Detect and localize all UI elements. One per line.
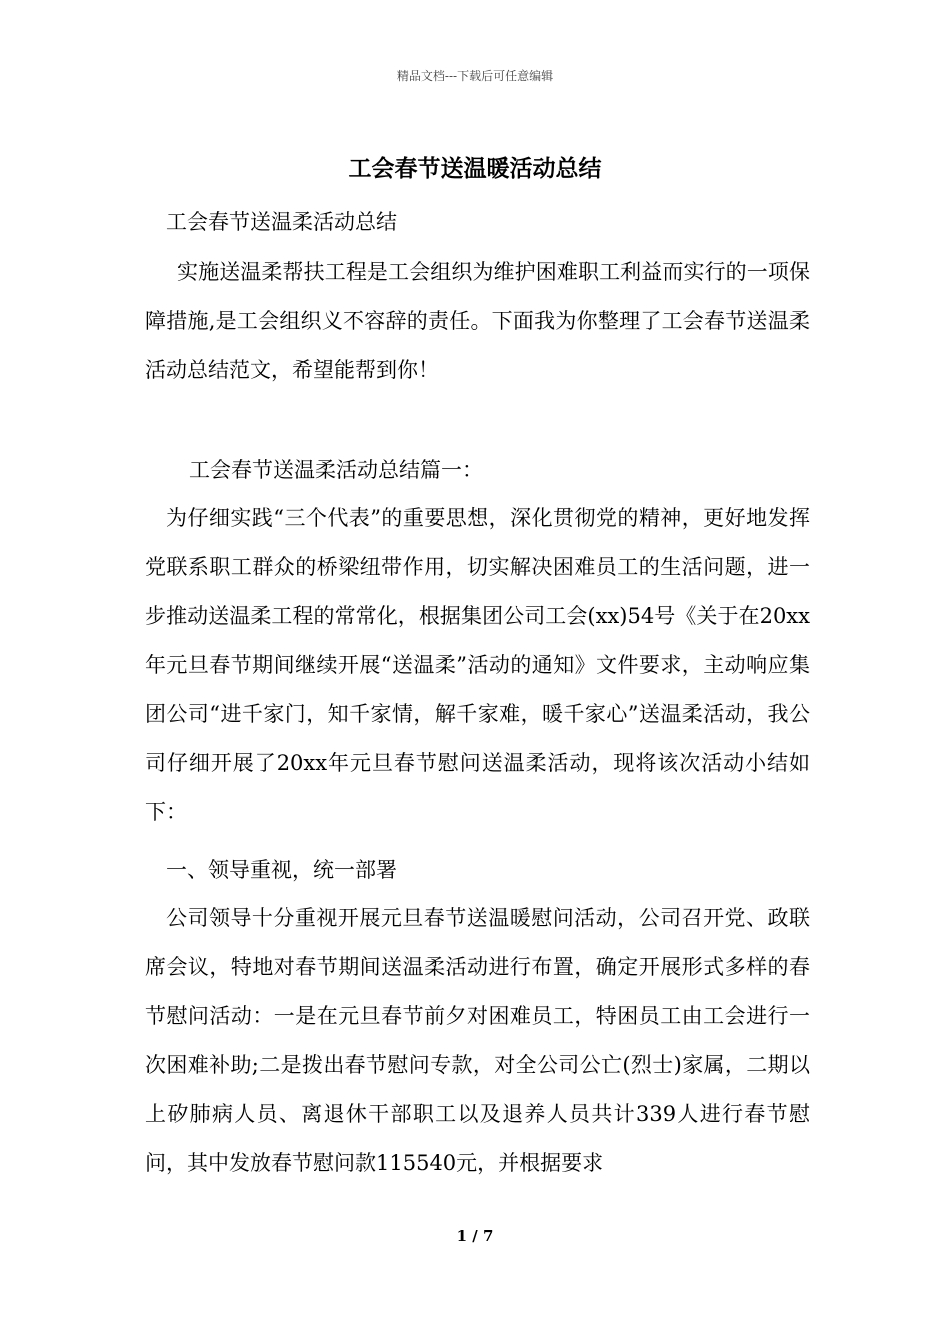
intro-text: 实施送温柔帮扶工程是工会组织为维护困难职工利益而实行的一项保障措施,是工会组织义不容辞的责任。下面我为你整理了工会春节送温柔活动总结范文，希望能帮到你！ — [145, 260, 810, 382]
section-heading-1-text: 一、领导重视，统一部署 — [166, 858, 397, 882]
page-header: 精品文档---下载后可任意编辑 — [396, 69, 554, 83]
part-heading — [145, 446, 810, 495]
body-paragraph-1 — [145, 494, 810, 837]
body-paragraph-2 — [145, 894, 810, 1188]
part-heading-text: 工会春节送温柔活动总结篇一： — [189, 458, 483, 482]
body-paragraph-1-text: 为仔细实践“三个代表”的重要思想，深化贯彻党的精神，更好地发挥党联系职工群众的桥梁纽带作用，切实解决困难员工的生活问题，进一步推动送温柔工程的常常化，根据集团公司工会(xx)54号《关于在20xx年元旦春节期间继续开展“送温柔”活动的通知》文件要求，主动响应集团公司“进千家门，知千家情，解千家难，暖千家心”送温柔活动，我公司仔细开展了20xx年元旦春节慰问送温柔活动，现将该次活动小结如下： — [145, 506, 810, 824]
subtitle-text: 工会春节送温柔活动总结 — [166, 210, 397, 234]
section-heading-1 — [145, 846, 810, 895]
document-subtitle — [145, 198, 810, 247]
intro-paragraph — [145, 248, 810, 395]
page-indicator: 1 / 7 — [456, 1227, 494, 1245]
body-paragraph-2-text: 公司领导十分重视开展元旦春节送温暖慰问活动，公司召开党、政联席会议，特地对春节期间送温柔活动进行布置，确定开展形式多样的春节慰问活动：一是在元旦春节前夕对困难员工，特困员工由工会进行一次困难补助;二是拨出春节慰问专款，对全公司公亡(烈士)家属，二期以上矽肺病人员、离退休干部职工以及退养人员共计339人进行春节慰问，其中发放春节慰问款115540元，并根据要求 — [145, 906, 810, 1175]
document-title: 工会春节送温暖活动总结 — [348, 155, 602, 182]
